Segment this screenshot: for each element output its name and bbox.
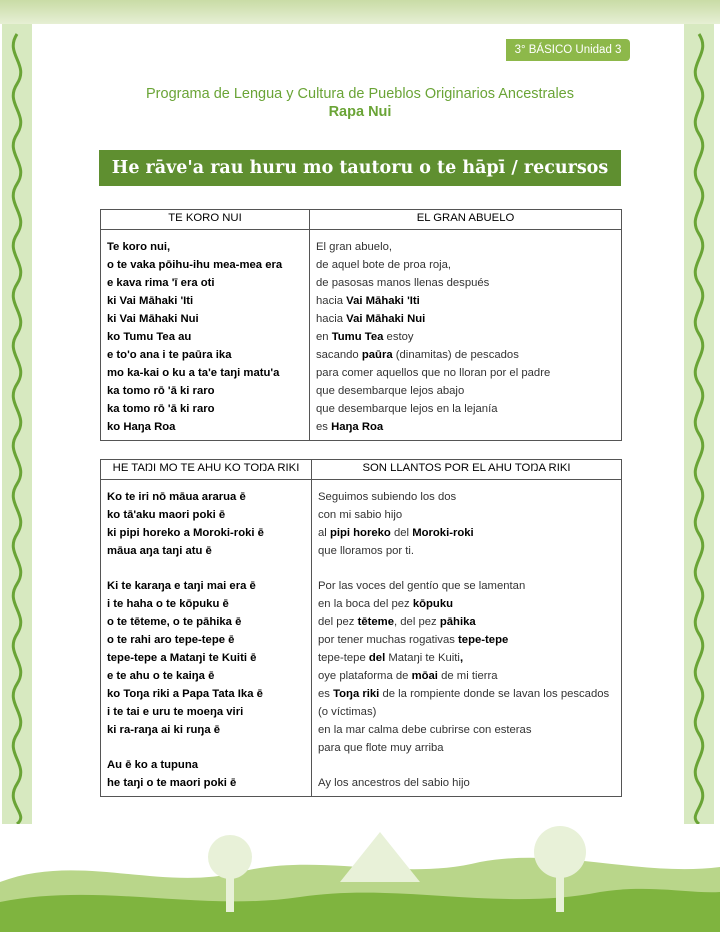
poem-line-segment: pāhika [439,616,476,628]
poem-line-segment: Haŋa Roa [331,421,384,433]
poem-line [318,739,621,757]
poem-line [316,310,621,328]
poem-line [316,382,621,400]
poem-line-segment: al [318,527,330,539]
poem-line-segment: kōpuku [412,598,454,610]
poem-line-segment: Moroki-roki [412,527,474,539]
poem-line: ki Vai Māhaki Nui [107,313,199,325]
poem-line [318,721,621,739]
poem-line-segment: que desembarque lejos en la lejanía [316,403,498,415]
poem-line [318,595,621,613]
poem-line-segment: con mi sabio hijo [318,509,403,521]
poem-line-segment: tēteme [357,616,394,628]
poem-table-1 [100,209,622,441]
poem-line [318,757,621,774]
poem-line [318,613,621,631]
poem-line [316,256,621,274]
table2-right-column [312,480,622,797]
poem-line-segment: Tumu Tea [331,331,384,343]
poem-line-segment: por tener muchas rogativas [318,634,459,646]
poem-line: ka tomo rō 'ā ki raro [107,403,215,415]
poem-line-segment: mōai [411,670,438,682]
poem-line: ko Haŋa Roa [107,421,176,433]
poem-line-segment: , [459,652,464,664]
poem-line: i te haha o te kōpuku ē [107,598,229,610]
poem-line [316,346,621,364]
poem-line: Ki te karaŋa e taŋi mai era ē [107,580,256,592]
poem-line-segment: que desembarque lejos abajo [316,385,465,397]
table1-right-header: EL GRAN ABUELO [310,210,622,230]
right-border-ornament [684,24,714,824]
table2-right-header: SON LLANTOS POR EL AHU TOŊA RIKI [312,460,622,480]
poem-line-segment: en la boca del pez [318,598,413,610]
poem-line-segment: en la mar calma debe cubrirse con esteras [318,724,532,736]
poem-line [107,739,311,756]
poem-line-segment: Por las voces del gentío que se lamentan [318,580,526,592]
poem-line: o te rahi aro tepe-tepe ē [107,634,235,646]
poem-line [107,560,311,577]
poem-line: māua aŋa taŋi atu ē [107,545,212,557]
poem-line: i te tai e uru te moeŋa viri [107,706,244,718]
poem-line [318,488,621,506]
poem-line-segment: del [390,527,413,539]
poem-line-segment: hacia [316,295,347,307]
program-title: Programa de Lengua y Cultura de Pueblos Originarios Ancestrales [146,86,574,102]
poem-line-segment: (dinamitas) de pescados [392,349,519,361]
table2-left-column [101,480,312,797]
poem-line: ko tā'aku maori poki ē [107,509,226,521]
poem-line [318,685,621,703]
poem-line-segment: Seguimos subiendo los dos [318,491,457,503]
poem-table-2 [100,459,622,797]
poem-line: ki Vai Māhaki 'Iti [107,295,194,307]
poem-line [318,703,621,721]
poem-line: e te ahu o te kaiŋa ē [107,670,215,682]
poem-line [318,667,621,685]
poem-line-segment: sacando [316,349,362,361]
poem-line: ki ra-raŋa ai ki ruŋa ē [107,724,221,736]
poem-line-segment: , del pez [394,616,440,628]
poem-line [316,400,621,418]
poem-line [318,577,621,595]
poem-line [316,292,621,310]
poem-line: mo ka-kai o ku a ta'e taŋi matu'a [107,367,280,379]
poem-line-segment: Toŋa riki [333,688,380,700]
poem-line-segment: Vai Māhaki 'Iti [346,295,420,307]
poem-line-segment: tepe-tepe [318,652,366,664]
section-title: He rāve'a rau huru mo tautoru o te hāpī / recursos [99,150,621,186]
poem-line-segment: de la rompiente donde se lavan los pescados [379,688,610,700]
poem-line [316,418,621,436]
top-banner [0,0,720,24]
poem-line-segment: El gran abuelo, [316,241,392,253]
poem-line: ki pipi horeko a Moroki-roki ē [107,527,264,539]
poem-line-segment: paūra [361,349,393,361]
poem-line: o te vaka pōihu-ihu mea-mea era [107,259,283,271]
poem-line: e to'o ana i te paūra ika [107,349,232,361]
poem-line-segment: (o víctimas) [318,706,377,718]
poem-line-segment: pipi horeko [329,527,391,539]
poem-line [316,364,621,382]
poem-line [316,328,621,346]
poem-line [318,631,621,649]
poem-line [318,524,621,542]
poem-line-segment: del [365,652,389,664]
poem-line-segment: Ay los ancestros del sabio hijo [318,777,470,789]
poem-line [318,560,621,577]
poem-line-segment: de aquel bote de proa roja, [316,259,452,271]
poem-line-segment: del pez [318,616,358,628]
poem-line: ko Tumu Tea au [107,331,192,343]
poem-line [318,542,621,560]
language-title: Rapa Nui [328,104,392,120]
poem-line: Te koro nui, [107,241,171,253]
poem-line [316,274,621,292]
poem-line-segment: de pasosas manos llenas después [316,277,490,289]
poem-line: he taŋi o te maori poki ē [107,777,237,789]
landscape-silhouette [0,822,720,932]
poem-line-segment: oye plataforma de [318,670,412,682]
grade-badge: 3° BÁSICO Unidad 3 [506,39,630,61]
poem-line-segment: estoy [383,331,414,343]
table1-left-column [101,230,310,441]
poem-line: ka tomo rō 'ā ki raro [107,385,215,397]
poem-line: Ko te iri nō māua ararua ē [107,491,246,503]
left-border-ornament [2,24,32,824]
poem-line-segment: Vai Māhaki Nui [346,313,426,325]
poem-line-segment: que lloramos por ti. [318,545,415,557]
poem-line [318,774,621,792]
poem-line-segment: de mi tierra [437,670,498,682]
table2-left-header: HE TAŊI MO TE AHU KO TOŊA RIKI [101,460,312,480]
poem-line: tepe-tepe a Mataŋi te Kuiti ē [107,652,257,664]
poem-line: o te tēteme, o te pāhika ē [107,616,242,628]
poem-line: ko Toŋa riki a Papa Tata Ika ē [107,688,263,700]
poem-line [318,506,621,524]
poem-line [316,238,621,256]
table1-left-header: TE KORO NUI [101,210,310,230]
poem-line: e kava rima 'ī era oti [107,277,215,289]
poem-line-segment: Mataŋi te Kuiti [388,652,460,664]
poem-line-segment: para comer aquellos que no lloran por el padre [316,367,551,379]
poem-line-segment: tepe-tepe [458,634,509,646]
poem-line-segment: es [316,421,332,433]
poem-line [318,649,621,667]
table1-right-column [310,230,622,441]
poem-line: Au ē ko a tupuna [107,759,199,771]
poem-line-segment: es [318,688,334,700]
poem-line-segment: hacia [316,313,347,325]
poem-line-segment: para que flote muy arriba [318,742,444,754]
poem-line-segment: en [316,331,332,343]
